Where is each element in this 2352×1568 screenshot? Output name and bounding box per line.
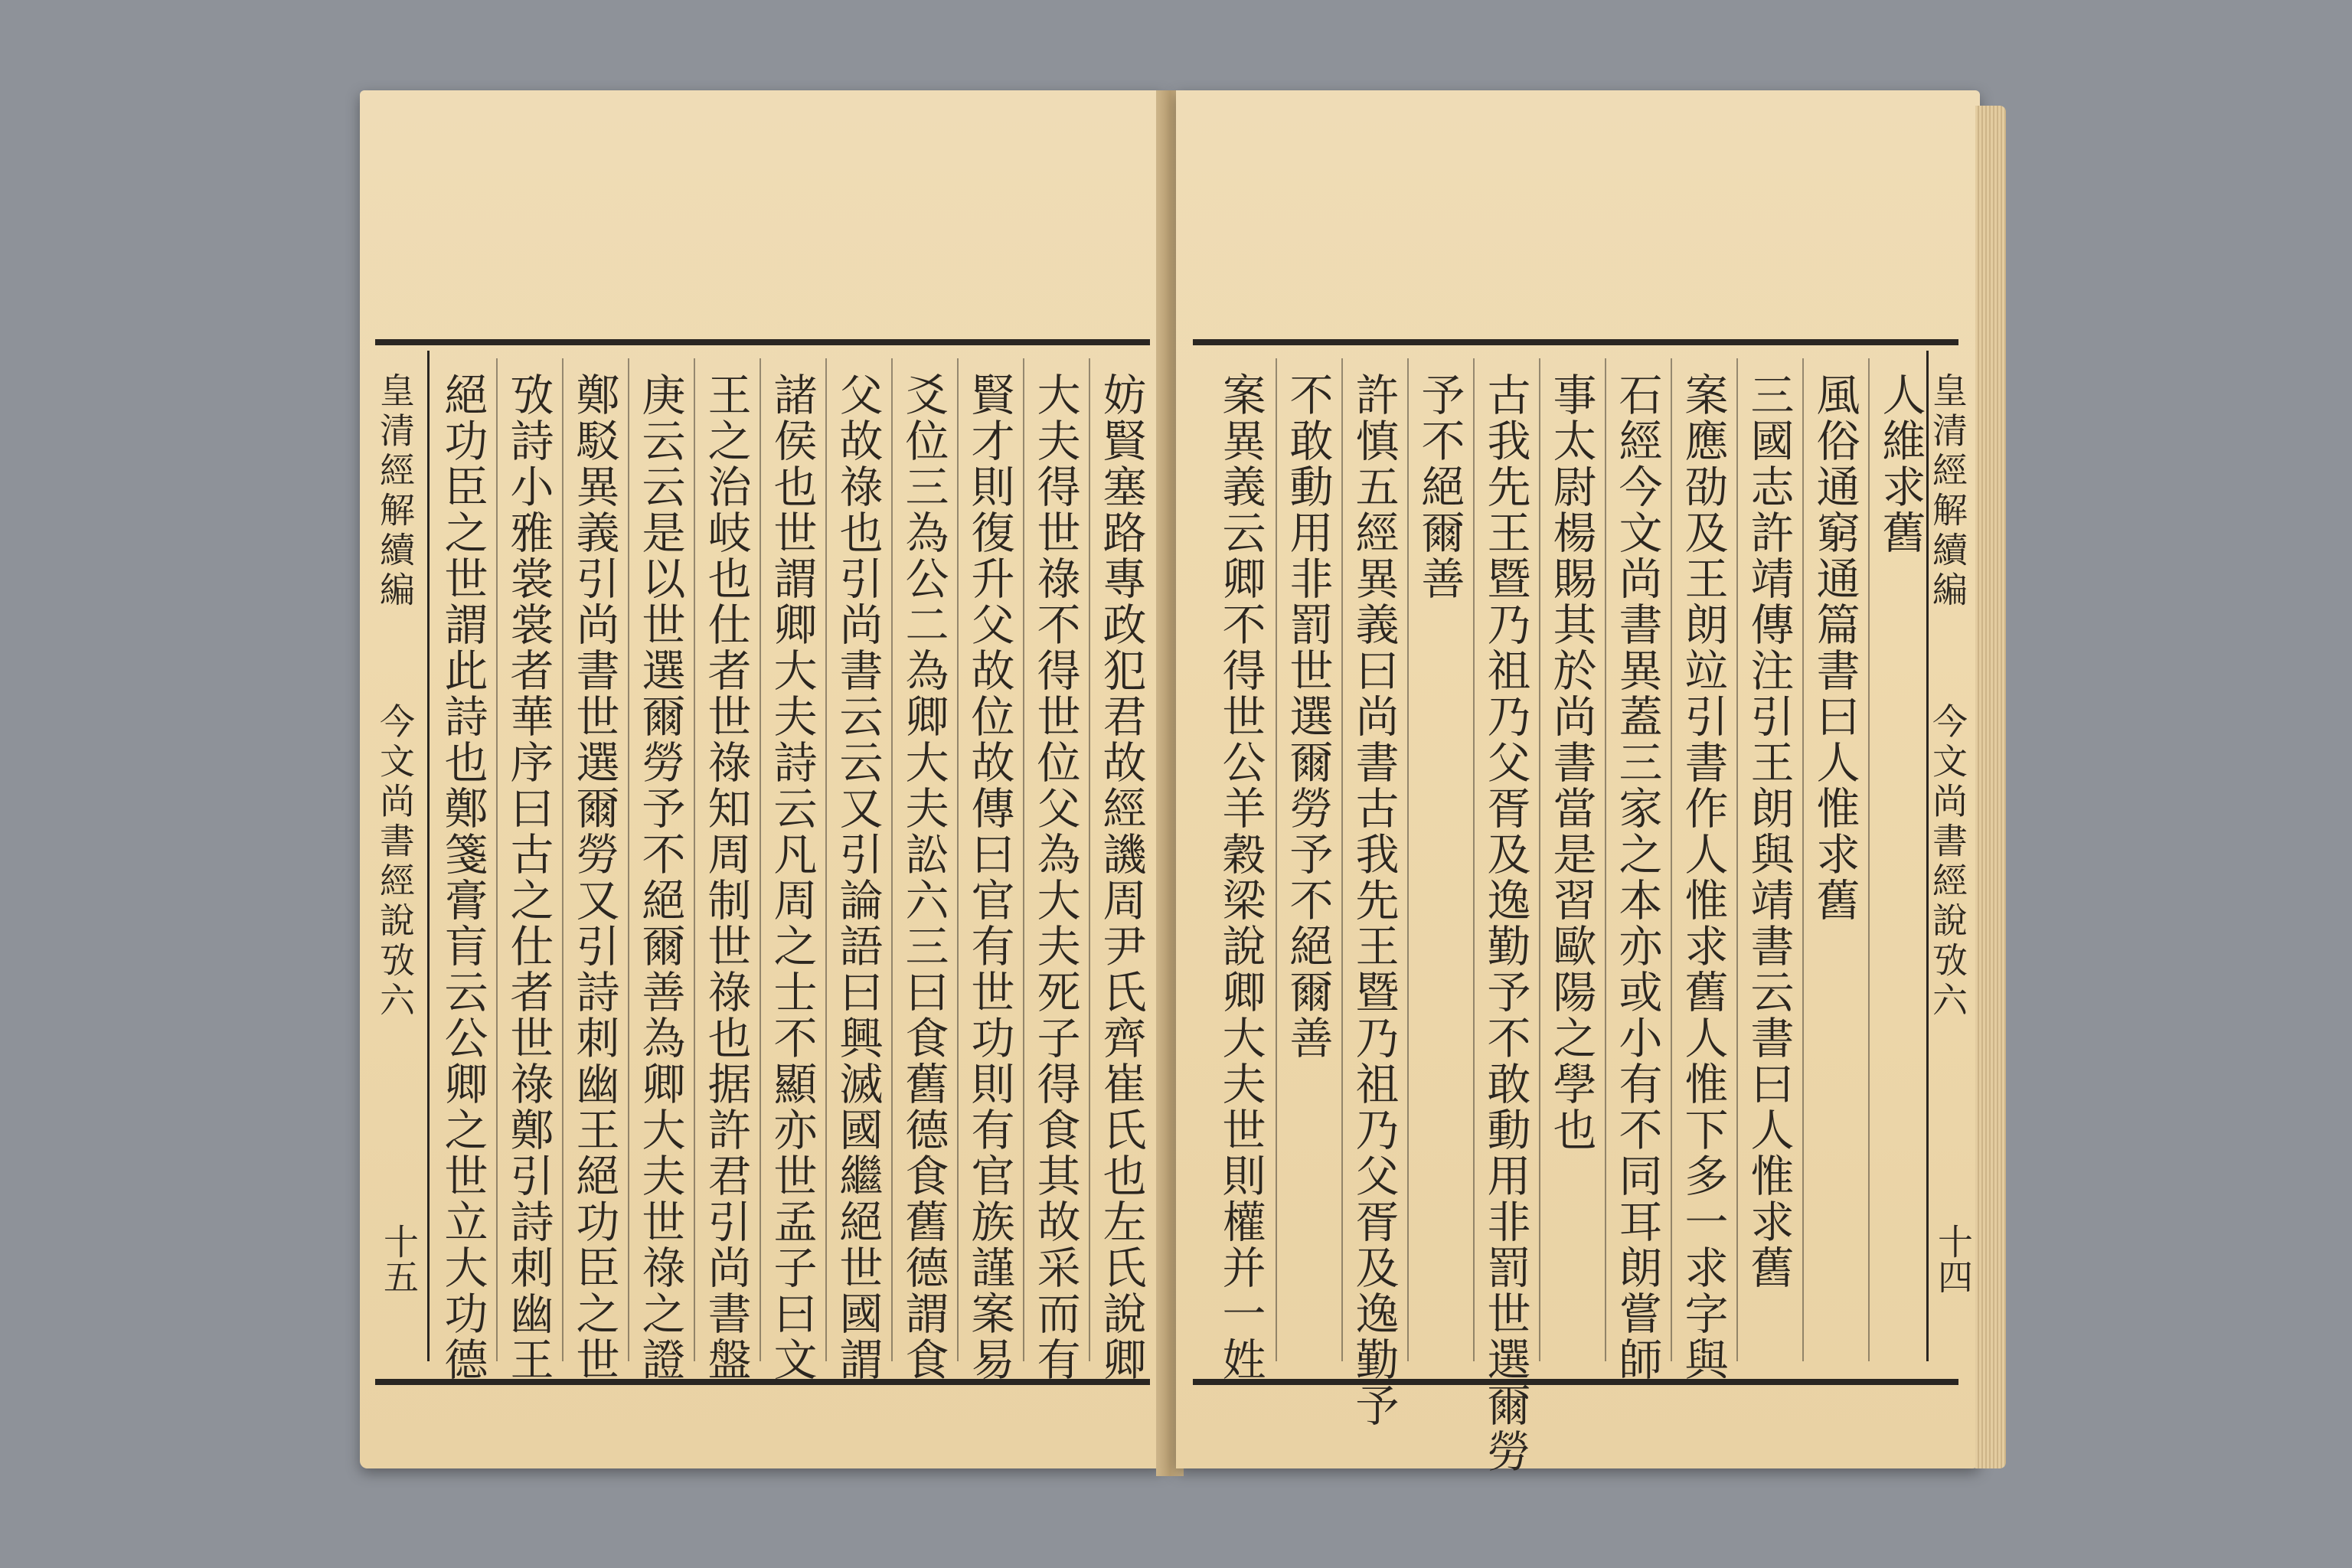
column-rule	[1473, 358, 1475, 1361]
text-column: 鄭駁異義引尚書世選爾勞又引詩刺幽王絕功臣之世	[569, 372, 619, 1383]
text-column: 人維求舊	[1875, 372, 1926, 556]
text-column: 風俗通窮通篇書曰人惟求舊	[1809, 372, 1860, 923]
column-rule	[1605, 358, 1606, 1361]
column-rule	[760, 358, 761, 1361]
column-rule	[562, 358, 564, 1361]
column-rule	[1089, 358, 1090, 1361]
column-rule	[628, 358, 629, 1361]
right-page	[1176, 90, 1980, 1475]
open-book	[360, 90, 2006, 1507]
left-page-folio: 十五	[378, 1223, 420, 1294]
text-column: 不敢動用非罰世選爾勞予不絕爾善	[1282, 372, 1333, 1061]
text-column: 庚云云是以世選爾勞予不絕爾善為卿大夫世祿之證	[635, 372, 685, 1383]
text-column: 三國志許靖傳注引王朗與靖書云書曰人惟求舊	[1743, 372, 1794, 1291]
text-column: 大夫得世祿不得世位父為大夫死子得食其故采而有	[1030, 372, 1080, 1383]
left-page-inner-rule	[427, 351, 430, 1361]
page-edges	[1975, 106, 2006, 1468]
text-column: 賢才則復升父故位故傳曰官有世功則有官族謹案易	[964, 372, 1014, 1383]
text-column: 絕功臣之世謂此詩也鄭箋膏肓云公卿之世立大功德	[437, 372, 488, 1383]
text-column: 父故祿也引尚書云云又引論語曰興滅國繼絕世國謂	[832, 372, 883, 1383]
column-rule	[694, 358, 695, 1361]
column-rule	[1736, 358, 1738, 1361]
text-column: 古我先王暨乃祖乃父胥及逸勤予不敢動用非罰世選爾勞	[1480, 372, 1530, 1475]
left-page-heading: 今文尚書經說攷六	[374, 703, 416, 1021]
right-page-heading: 今文尚書經說攷六	[1927, 703, 1968, 1021]
text-column: 王之治岐也仕者世祿知周制世祿也据許君引尚書盤	[701, 372, 751, 1383]
left-page-banner: 皇清經解續編	[374, 372, 416, 611]
column-rule	[825, 358, 827, 1361]
column-rule	[891, 358, 893, 1361]
column-rule	[1023, 358, 1024, 1361]
text-column: 予不絕爾善	[1414, 372, 1465, 602]
column-rule	[1671, 358, 1672, 1361]
column-rule	[1341, 358, 1343, 1361]
left-page	[360, 90, 1164, 1468]
text-column: 諸侯也世謂卿大夫詩云凡周之士不顯亦世孟子曰文	[766, 372, 817, 1383]
text-column: 妨賢塞路專政犯君故經譏周尹氏齊崔氏也左氏說卿	[1096, 372, 1146, 1383]
text-column: 事太尉楊賜其於尚書當是習歐陽之學也	[1546, 372, 1596, 1153]
column-rule	[1539, 358, 1540, 1361]
column-rule	[1802, 358, 1804, 1361]
column-rule	[1276, 358, 1277, 1361]
text-column: 石經今文尚書異蓋三家之本亦或小有不同耳朗嘗師	[1612, 372, 1662, 1383]
column-rule	[1868, 358, 1870, 1361]
text-column: 爻位三為公二為卿大夫訟六三曰食舊德食舊德謂食	[898, 372, 949, 1383]
text-column: 攷詩小雅裳裳者華序曰古之仕者世祿鄭引詩刺幽王	[503, 372, 554, 1383]
column-rule	[496, 358, 498, 1361]
column-rule	[1407, 358, 1409, 1361]
text-column: 許慎五經異義曰尚書古我先王暨乃祖乃父胥及逸勤予	[1348, 372, 1399, 1429]
right-page-folio: 十四	[1932, 1223, 1974, 1294]
text-column: 案異義云卿不得世公羊穀梁說卿大夫世則權并一姓	[1215, 372, 1266, 1383]
text-column: 案應劭及王朗竝引書作人惟求舊人惟下多一求字與	[1677, 372, 1728, 1383]
right-page-banner: 皇清經解續編	[1927, 372, 1968, 611]
column-rule	[957, 358, 959, 1361]
